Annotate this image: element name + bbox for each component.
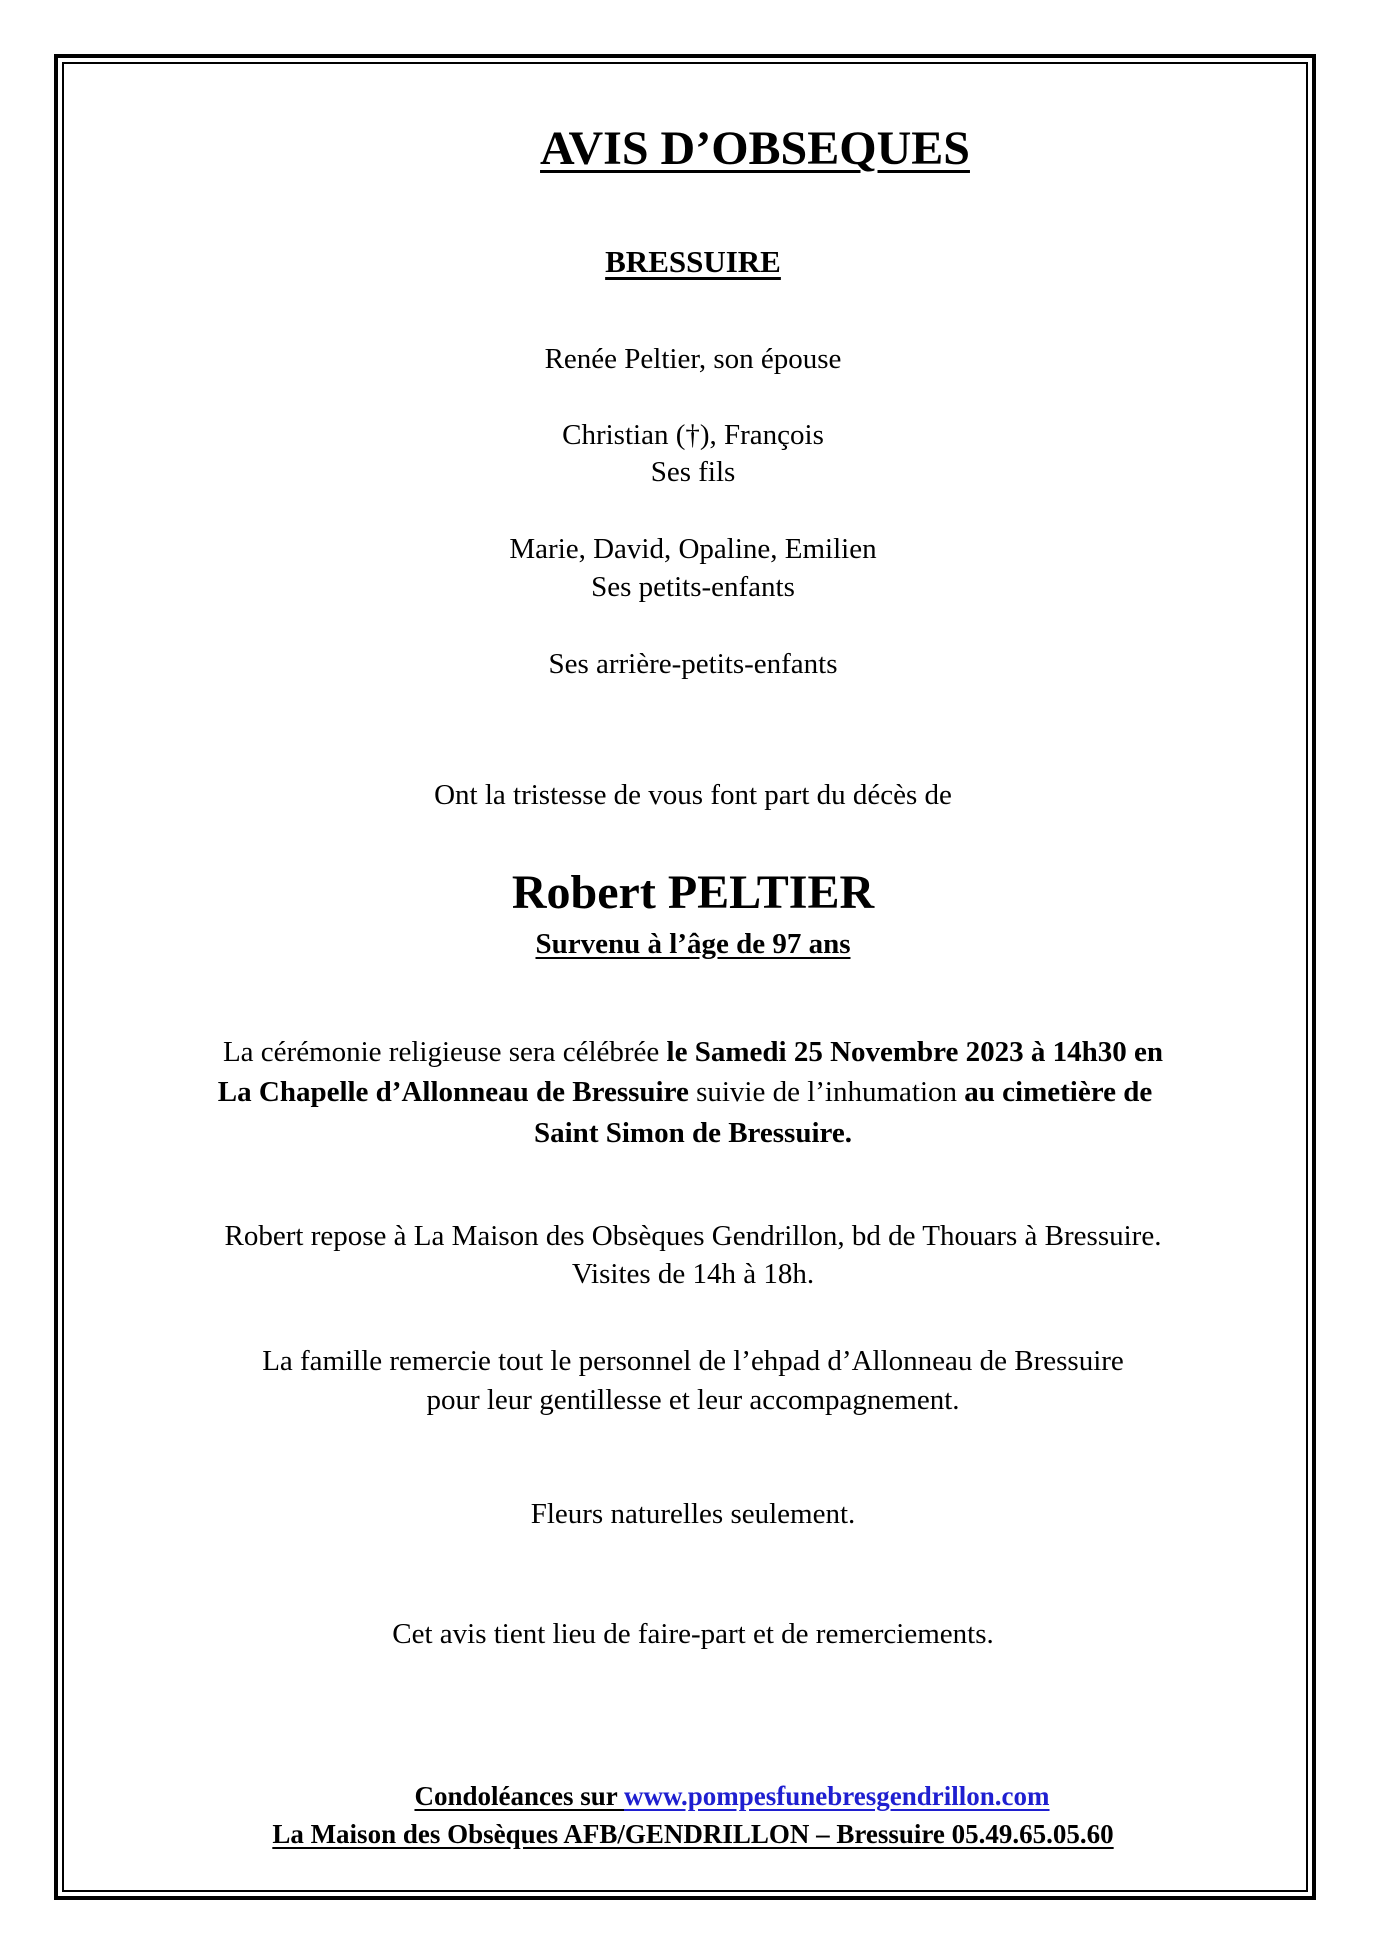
ceremony-line-2: La Chapelle d’Allonneau de Bressuire suivie de l’inhumation au cimetière de	[217, 1076, 1153, 1108]
condolences-line	[0, 1783, 1378, 1810]
ceremony-line-3: Saint Simon de Bressuire.	[534, 1117, 852, 1149]
grandchildren-names: Marie, David, Opaline, Emilien	[509, 533, 877, 565]
sons-label: Ses fils	[650, 456, 736, 488]
spouse-line: Renée Peltier, son épouse	[544, 343, 842, 375]
notice-line: Cet avis tient lieu de faire-part et de remerciements.	[392, 1618, 994, 1650]
website-link[interactable]: www.pompesfunebresgendrillon.com	[624, 1781, 1050, 1811]
condolences-prefix: Condoléances sur	[414, 1781, 624, 1811]
thanks-line-2: pour leur gentillesse et leur accompagnement.	[426, 1384, 960, 1416]
thanks-line-1: La famille remercie tout le personnel de l’ehpad d’Allonneau de Bressuire	[262, 1345, 1124, 1377]
rest-line-1: Robert repose à La Maison des Obsèques Gendrillon, bd de Thouars à Bressuire.	[224, 1220, 1162, 1252]
deceased-name: Robert PELTIER	[511, 866, 875, 919]
grandchildren-label: Ses petits-enfants	[591, 571, 795, 603]
flowers-line: Fleurs naturelles seulement.	[530, 1498, 856, 1530]
ceremony-line-1: La cérémonie religieuse sera célébrée le Samedi 25 Novembre 2023 à 14h30 en	[222, 1036, 1164, 1068]
deceased-age: Survenu à l’âge de 97 ans	[535, 928, 851, 960]
rest-line-2: Visites de 14h à 18h.	[571, 1258, 815, 1290]
city-heading: BRESSUIRE	[605, 244, 781, 279]
announcement-line: Ont la tristesse de vous font part du décès de	[434, 779, 952, 811]
great-grandchildren-line: Ses arrière-petits-enfants	[548, 648, 838, 680]
sons-names: Christian (†), François	[562, 419, 824, 451]
funeral-home-line: La Maison des Obsèques AFB/GENDRILLON – Bressuire 05.49.65.05.60	[272, 1819, 1114, 1849]
page-title: AVIS D’OBSEQUES	[540, 122, 970, 175]
